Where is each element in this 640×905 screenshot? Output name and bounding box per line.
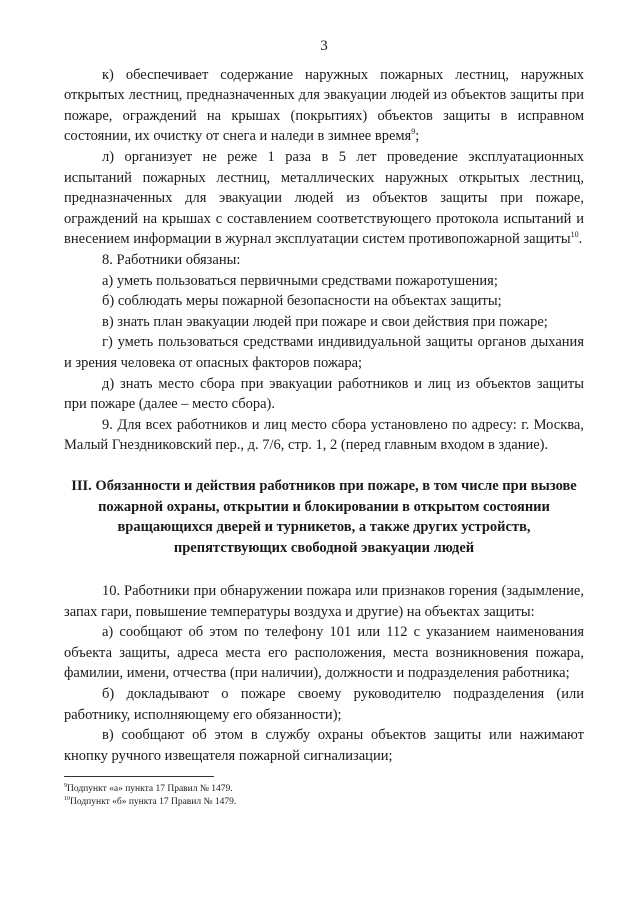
paragraph: а) уметь пользоваться первичными средствами пожаротушения; (102, 272, 498, 289)
paragraphs-top (64, 65, 584, 456)
paragraph: л) организует не реже 1 раза в 5 лет проведение эксплуатационных испытаний пожарных лестниц, металлических наружных открытых лестниц, предназначенных для эвакуации людей из объектов защиты при пожаре, ограждений на крышах с составлением соответствующего протокола испытаний и внесением информации в журнал эксплуатации систем противопожарной защиты$^{10}$. (64, 148, 584, 248)
paragraph: б) соблюдать меры пожарной безопасности на объектах защиты; (102, 293, 502, 310)
footnote-ref: 9 (411, 127, 416, 137)
paragraph: а) сообщают об этом по телефону 101 или 112 с указанием наименования объекта защиты, адреса места его расположения, места возникновения пожара, фамилии, имени, отчества (при наличии), должности и подразделения работника; (64, 624, 584, 682)
paragraphs-bottom (64, 581, 584, 766)
paragraph: 8. Работники обязаны: (102, 251, 241, 268)
paragraph: д) знать место сбора при эвакуации работников и лиц из объектов защиты при пожаре (далее – место сбора). (64, 375, 584, 413)
paragraph: б) докладывают о пожаре своему руководителю подразделения (или работнику, исполняющему его обязанности); (64, 686, 584, 723)
footnote: $^{10}$Подпункт «б» пункта 17 Правил № 1479. (64, 796, 237, 808)
paragraph: к) обеспечивает содержание наружных пожарных лестниц, наружных открытых лестниц, предназначенных для эвакуации людей из объектов защиты при пожаре, ограждений на крышах (покрытиях) объектов защиты в исправном состоянии, их очистку от снега и наледи в зимнее время$^9$; (64, 66, 584, 145)
paragraph: 10. Работники при обнаружении пожара или признаков горения (задымление, запах гари, повышение температуры воздуха и другие) на объектах защиты: (64, 583, 584, 620)
footnote-separator (64, 776, 214, 777)
footnotes (64, 783, 584, 809)
page-number: 3 (320, 38, 328, 54)
document-page (64, 36, 584, 809)
paragraph: 9. Для всех работников и лиц место сбора установлено по адресу: г. Москва, Малый Гнездниковский пер., д. 7/6, стр. 1, 2 (перед главным входом в здание). (64, 416, 584, 454)
footnote-ref: 10 (570, 230, 579, 240)
paragraph: в) сообщают об этом в службу охраны объектов защиты или нажимают кнопку ручного извещателя пожарной сигнализации; (64, 727, 584, 764)
paragraph: в) знать план эвакуации людей при пожаре и свои действия при пожаре; (102, 313, 548, 330)
section-heading: III. Обязанности и действия работников при пожаре, в том числе при вызове пожарной охраны, открытии и блокировании в открытом состоянии вращающихся дверей и турникетов, а также других устройств, препятствующих свободной эвакуации людей (71, 477, 577, 557)
paragraph: г) уметь пользоваться средствами индивидуальной защиты органов дыхания и зрения человека от опасных факторов пожара; (64, 334, 584, 371)
footnote: $^9$Подпункт «а» пункта 17 Правил № 1479. (64, 783, 233, 795)
